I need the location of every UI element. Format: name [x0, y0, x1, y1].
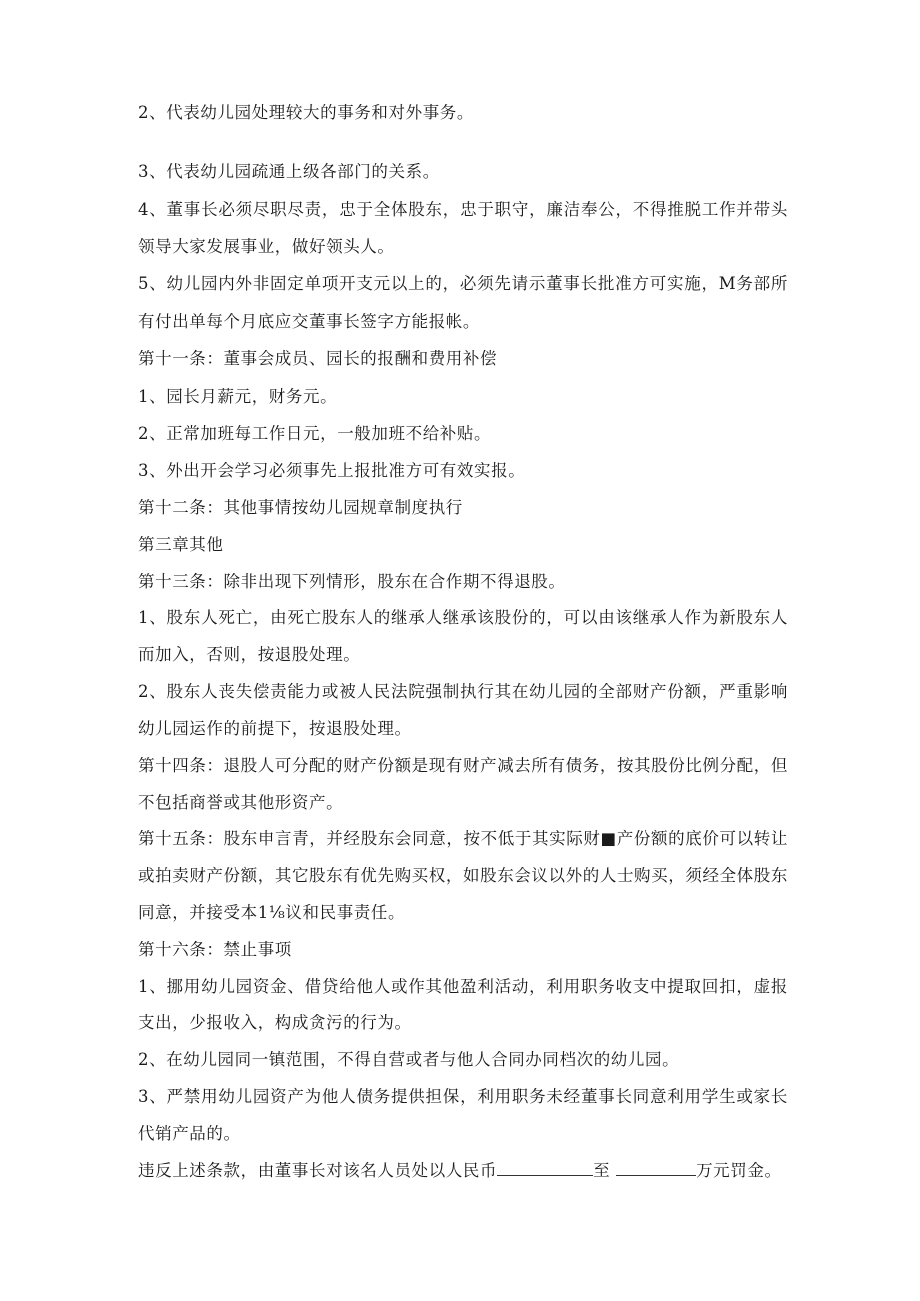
penalty-text-to: 至: [593, 1161, 611, 1180]
text-line: 而加入，否则，按退股处理。: [138, 645, 361, 664]
section-heading: 第十一条：董事会成员、园长的报酬和费用补偿: [138, 349, 498, 368]
text-line: 幼儿园运作的前提下，按退股处理。: [138, 719, 412, 738]
text-line: 领导大家发展事业，做好领头人。: [138, 237, 395, 256]
text-line: 3、严禁用幼儿园资产为他人债务提供担保，利用职务未经董事长同意利用学生或家长: [138, 1087, 788, 1106]
text-line: 2、正常加班每工作日元，一般加班不给补贴。: [138, 424, 492, 443]
text-line: 有付出单每个月底应交董事长签字方能报帐。: [138, 312, 480, 331]
text-line: 2、股东人丧失偿责能力或被人民法院强制执行其在幼儿园的全部财产份额，严重影响: [138, 682, 788, 701]
amount-blank-max: [616, 1161, 696, 1176]
section-heading: 第十三条：除非出现下列情形，股东在合作期不得退股。: [138, 572, 566, 591]
text-line: 同意，并接受本1⅛议和民事责任。: [138, 903, 406, 922]
text-line: 5、幼儿园内外非固定单项开支元以上的，必须先请示董事长批准方可实施，M务部所: [138, 274, 788, 293]
text-line: 代销产品的。: [138, 1124, 241, 1143]
penalty-line: [138, 1161, 788, 1181]
text-line: 第十四条：退股人可分配的财产份额是现有财产减去所有债务，按其股份比例分配，但: [138, 756, 788, 775]
text-line: 1、挪用幼儿园资金、借贷给他人或作其他盈利活动，利用职务收支中提取回扣，虚报: [138, 977, 788, 996]
text-line: 2、在幼儿园同一镇范围，不得自营或者与他人合同办同档次的幼儿园。: [138, 1050, 680, 1069]
penalty-text-end: 万元罚金。: [696, 1161, 782, 1180]
text-line: 2、代表幼儿园处理较大的事务和对外事务。: [138, 103, 474, 122]
chapter-heading: 第三章其他: [138, 535, 224, 554]
section-heading: 第十二条：其他事情按幼儿园规章制度执行: [138, 498, 463, 517]
text-line: 3、外出开会学习必须事先上报批准方可有效实报。: [138, 461, 526, 480]
amount-blank-min: [497, 1161, 593, 1176]
text-line: 或拍卖财产份额，其它股东有优先购买权，如股东会议以外的人士购买，须经全体股东: [138, 866, 788, 885]
text-line: 不包括商誉或其他形资产。: [138, 793, 344, 812]
text-line: 支出，少报收入，构成贪污的行为。: [138, 1013, 412, 1032]
text-line: 1、园长月薪元，财务元。: [138, 387, 338, 406]
text-line: 3、代表幼儿园疏通上级各部门的关系。: [138, 162, 440, 181]
text-line: 第十五条：股东申言青，并经股东会同意，按不低于其实际财■产份额的底价可以转让: [138, 829, 788, 848]
text-line: 1、股东人死亡，由死亡股东人的继承人继承该股份的，可以由该继承人作为新股东人: [138, 608, 788, 627]
section-heading: 第十六条：禁止事项: [138, 940, 292, 959]
penalty-text-start: 违反上述条款，由董事长对该名人员处以人民币: [138, 1161, 498, 1180]
text-line: 4、董事长必须尽职尽责，忠于全体股东，忠于职守，廉洁奉公，不得推脱工作并带头: [138, 200, 788, 219]
